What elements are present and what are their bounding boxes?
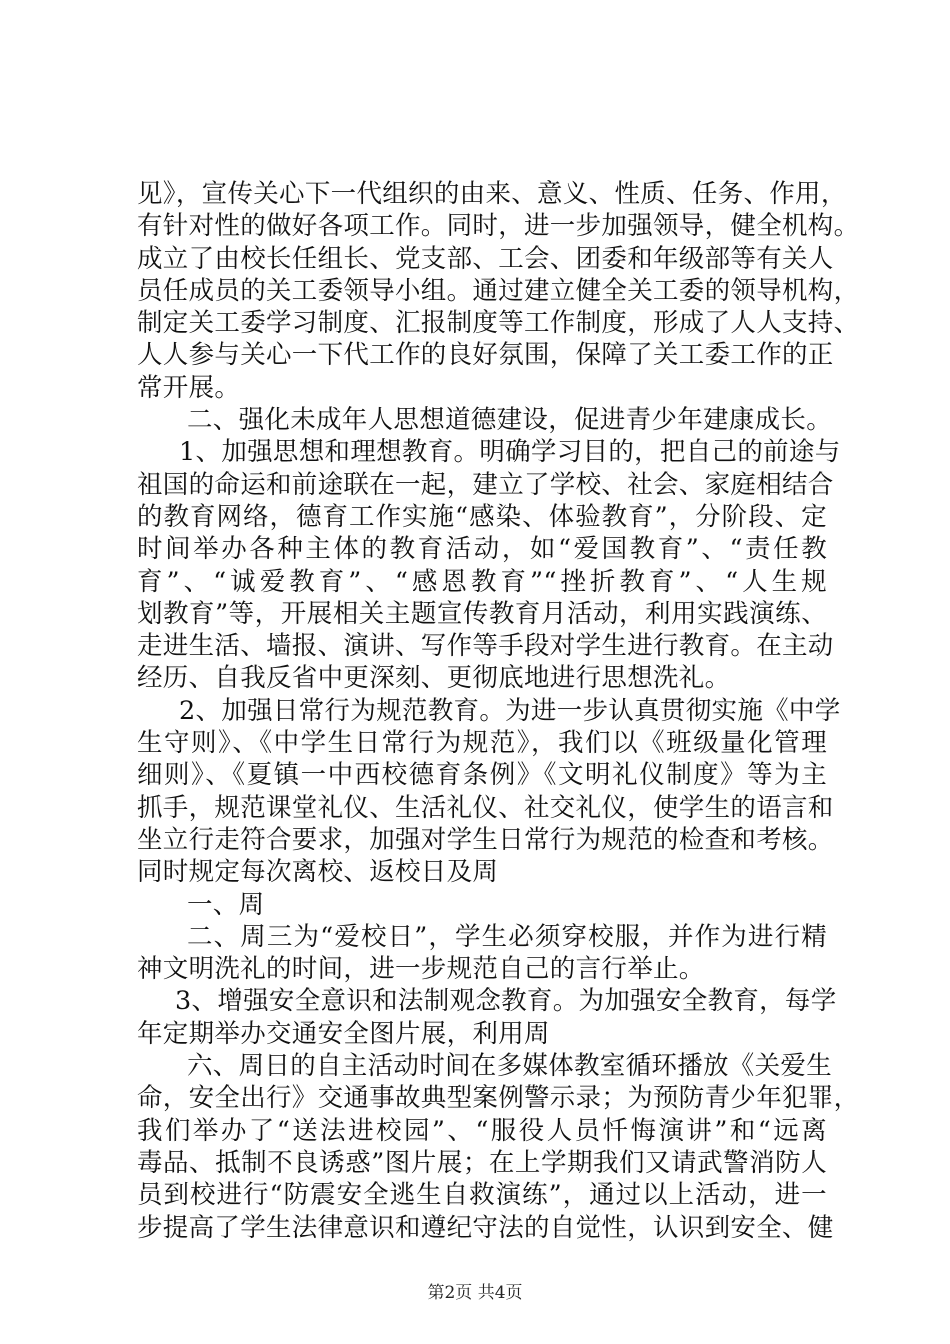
text-line: 步提高了学生法律意识和遵纪守法的自觉性，认识到安全、健 (137, 1212, 834, 1243)
text-line: 坐立行走符合要求，加强对学生日常行为规范的检查和考核。 (137, 824, 834, 855)
text-line: 细则》、《夏镇一中西校德育条例》《文明礼仪制度》等为主 (137, 760, 827, 791)
text-line: 同时规定每次离校、返校日及周 (137, 857, 499, 888)
text-line: 神文明洗礼的时间，进一步规范自己的言行举止。 (137, 954, 705, 985)
text-line: 祖国的命运和前途联在一起，建立了学校、社会、家庭相结合 (137, 469, 834, 500)
text-line: 六、周日的自主活动时间在多媒体教室循环播放《关爱生 (187, 1051, 833, 1082)
text-line: 制定关工委学习制度、汇报制度等工作制度，形成了人人支持、 (137, 308, 860, 339)
text-line: 时间举办各种主体的教育活动，如“爱国教育”、“责任教 (137, 534, 827, 565)
text-line: 人人参与关心一下代工作的良好氛围，保障了关工委工作的正 (137, 340, 834, 371)
text-line: 走进生活、墙报、演讲、写作等手段对学生进行教育。在主动 (137, 631, 834, 662)
text-line: 育”、“诚爱教育”、“感恩教育”“挫折教育”、“人生规 (137, 566, 827, 597)
text-line: 的教育网络，德育工作实施“感染、体验教育”，分阶段、定 (137, 501, 827, 532)
text-line: 生守则》、《中学生日常行为规范》，我们以《班级量化管理 (137, 728, 827, 759)
page-footer: 第2页 共4页 (427, 1283, 523, 1303)
text-line: 年定期举办交通安全图片展，利用周 (137, 1018, 550, 1049)
text-line: 见》，宣传关心下一代组织的由来、意义、性质、任务、作用， (137, 179, 847, 209)
text-line: 二、强化未成年人思想道德建设，促进青少年建康成长。 (187, 405, 833, 436)
text-line: 3、增强安全意识和法制观念教育。为加强安全教育，每学 (175, 986, 837, 1017)
text-line: 经历、自我反省中更深刻、更彻底地进行思想洗礼。 (137, 663, 731, 694)
text-line: 二、周三为“爱校日”，学生必须穿校服，并作为进行精 (187, 921, 827, 952)
text-line: 我们举办了“送法进校园”、“服役人员忏悔演讲”和“远离 (137, 1115, 827, 1146)
text-line: 有针对性的做好各项工作。同时，进一步加强领导，健全机构。 (137, 211, 860, 242)
text-line: 划教育”等，开展相关主题宣传教育月活动，利用实践演练、 (137, 598, 827, 629)
text-line: 毒品、抵制不良诱惑”图片展；在上学期我们又请武警消防人 (137, 1147, 827, 1178)
text-line: 抓手，规范课堂礼仪、生活礼仪、社交礼仪，使学生的语言和 (137, 792, 834, 823)
text-line: 命，安全出行》交通事故典型案例警示录；为预防青少年犯罪， (137, 1083, 860, 1114)
text-line: 员到校进行“防震安全逃生自救演练”，通过以上活动，进一 (137, 1180, 827, 1211)
body-text (137, 178, 860, 1244)
text-line: 常开展。 (137, 372, 241, 403)
text-line: 一、周 (187, 889, 265, 920)
text-line: 成立了由校长任组长、党支部、工会、团委和年级部等有关人 (137, 243, 834, 274)
text-line: 2、加强日常行为规范教育。为进一步认真贯彻实施《中学 (179, 695, 841, 726)
text-line: 员任成员的关工委领导小组。通过建立健全关工委的领导机构， (137, 275, 860, 306)
text-line: 1、加强思想和理想教育。明确学习目的，把自己的前途与 (179, 437, 841, 468)
